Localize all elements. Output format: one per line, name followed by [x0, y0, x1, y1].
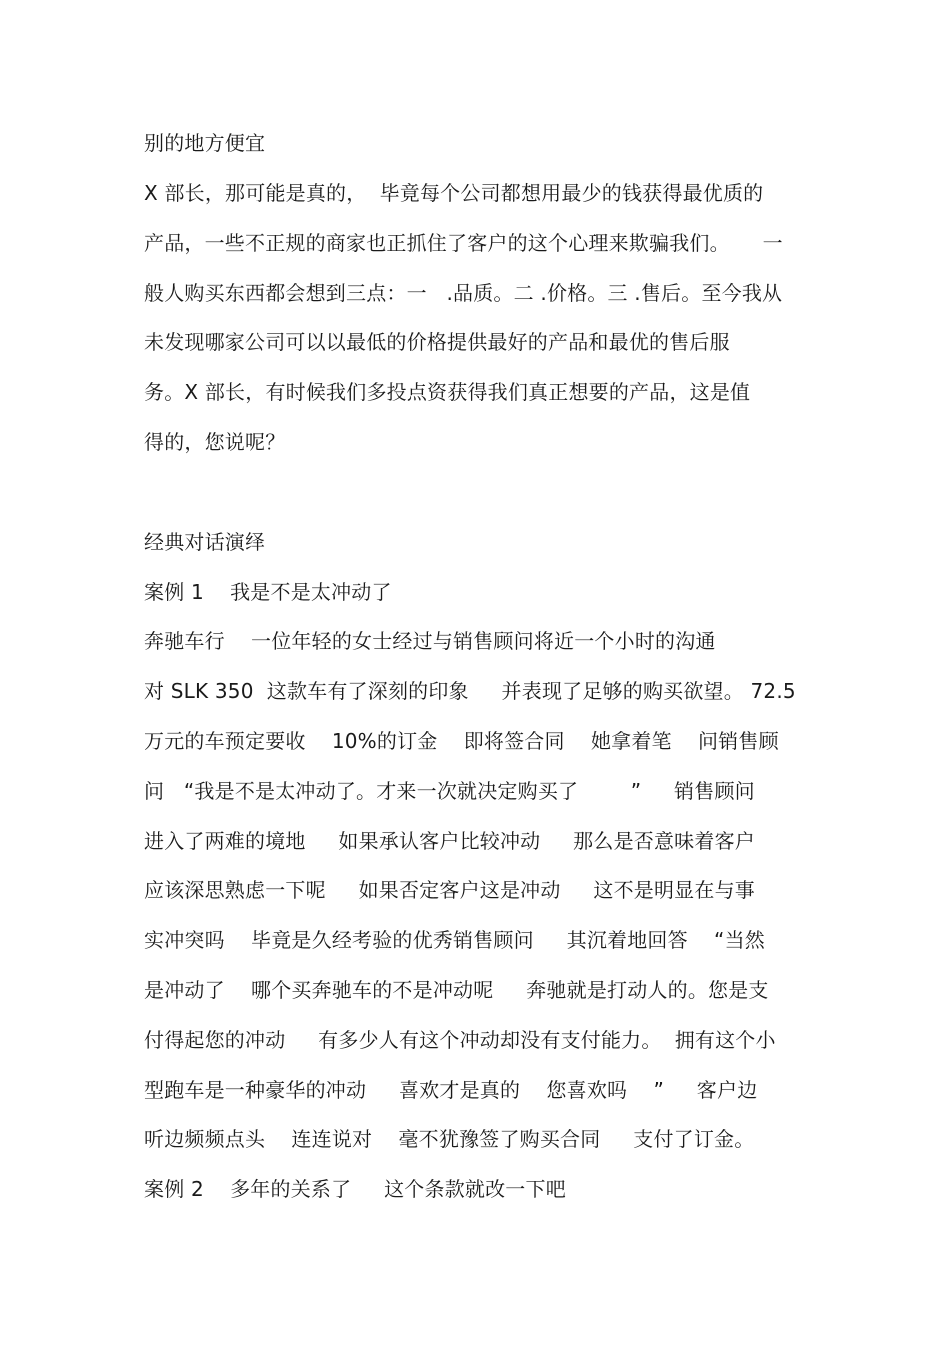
paragraph-line: 万元的车预定要收 10%的订金 即将签合同 她拿着笔 问销售顾: [144, 729, 779, 753]
paragraph-line: 听边频频点头 连连说对 毫不犹豫签了购买合同 支付了订金。: [144, 1127, 755, 1151]
case-title: 案例 2 多年的关系了 这个条款就改一下吧: [144, 1177, 566, 1201]
paragraph-line: 得的，您说呢？: [144, 430, 286, 454]
paragraph-line: 未发现哪家公司可以以最低的价格提供最好的产品和最优的售后服: [144, 330, 730, 354]
paragraph-line: 实冲突吗 毕竟是久经考验的优秀销售顾问 其沉着地回答 “当然: [144, 928, 766, 952]
paragraph-line: 进入了两难的境地 如果承认客户比较冲动 那么是否意味着客户: [144, 829, 755, 853]
paragraph-line: 奔驰车行 一位年轻的女士经过与销售顾问将近一个小时的沟通: [144, 629, 716, 653]
paragraph-line: 问 “我是不是太冲动了。才来一次就决定购买了 ” 销售顾问: [144, 779, 755, 803]
section-heading: 经典对话演绎: [144, 530, 266, 554]
case-title: 案例 1 我是不是太冲动了: [144, 580, 392, 604]
paragraph-line: 应该深思熟虑一下呢 如果否定客户这是冲动 这不是明显在与事: [144, 878, 755, 902]
paragraph-line: 务。X 部长，有时候我们多投点资获得我们真正想要的产品，这是值: [144, 380, 751, 404]
paragraph-line: 产品，一些不正规的商家也正抓住了客户的这个心理来欺骗我们。 一: [144, 231, 783, 255]
paragraph-line: 付得起您的冲动 有多少人有这个冲动却没有支付能力。 拥有这个小: [144, 1028, 776, 1052]
paragraph-line: 别的地方便宜: [144, 131, 266, 155]
paragraph-line: 对 SLK 350 这款车有了深刻的印象 并表现了足够的购买欲望。 72.5: [144, 679, 796, 703]
paragraph-line: 是冲动了 哪个买奔驰车的不是冲动呢 奔驰就是打动人的。您是支: [144, 978, 769, 1002]
paragraph-line: 般人购买东西都会想到三点：一 .品质。二 .价格。三 .售后。至今我从: [144, 281, 783, 305]
paragraph-line: 型跑车是一种豪华的冲动 喜欢才是真的 您喜欢吗 ” 客户边: [144, 1078, 758, 1102]
paragraph-line: X 部长，那可能是真的， 毕竟每个公司都想用最少的钱获得最优质的: [144, 181, 764, 205]
